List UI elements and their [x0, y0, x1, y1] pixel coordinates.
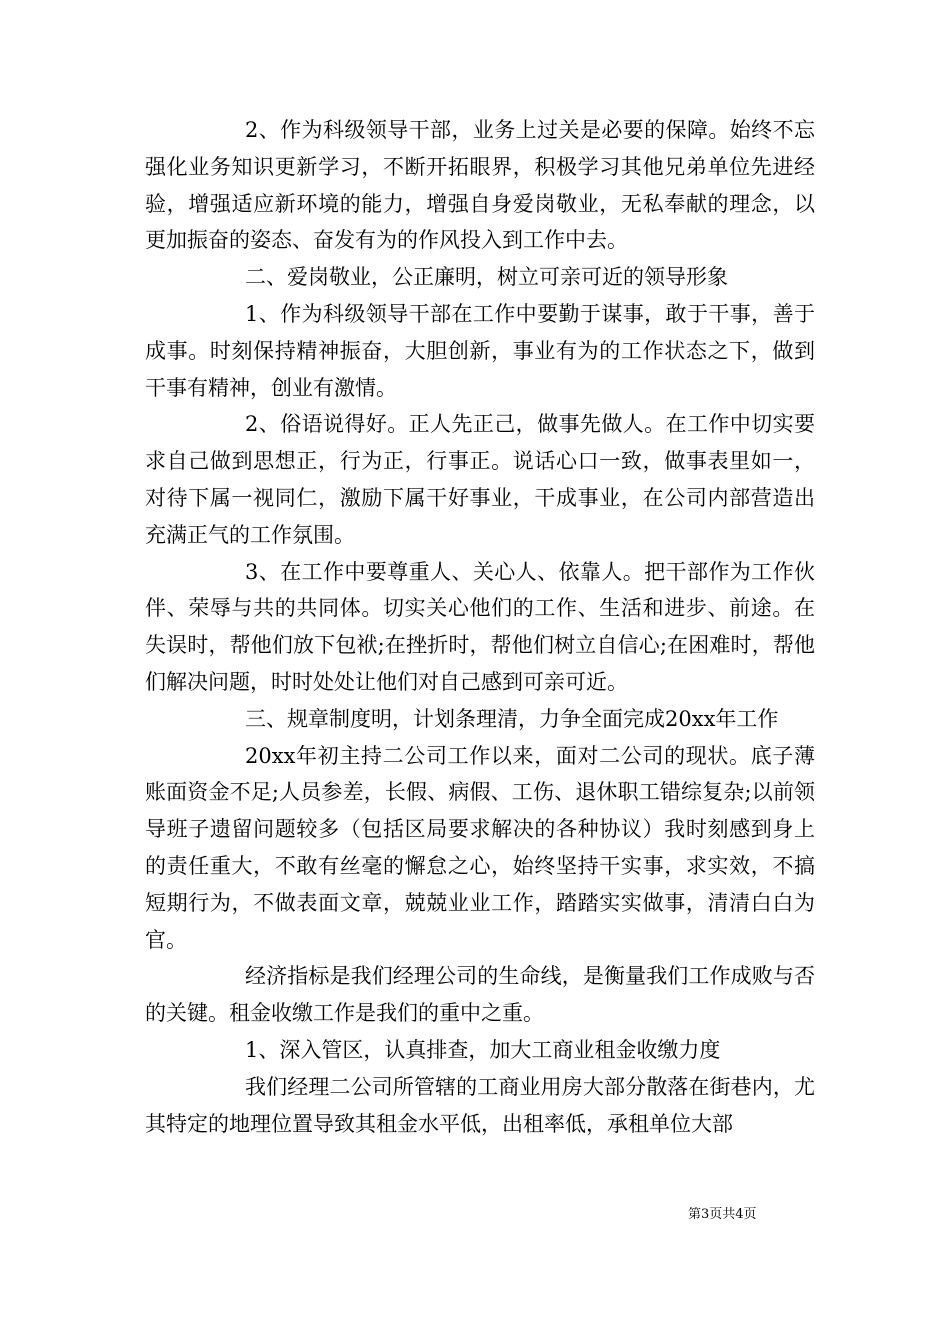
paragraph-3: 2、俗语说得好。正人先正己，做事先做人。在工作中切实要求自己做到思想正，行为正，行事正。说话心口一致，做事表里如一，对待下属一视同仁，激励下属干好事业，干成事业，在公司内部营造出充满正气的工作氛围。	[145, 412, 815, 547]
paragraph-2: 1、作为科级领导干部在工作中要勤于谋事，敢于干事，善于成事。时刻保持精神振奋，大胆创新，事业有为的工作状态之下，做到干事有精神，创业有激情。	[145, 301, 815, 400]
paragraph-7: 我们经理二公司所管辖的工商业用房大部分散落在街巷内，尤其特定的地理位置导致其租金水平低，出租率低，承租单位大部	[145, 1074, 815, 1136]
paragraph-5: 20xx年初主持二公司工作以来，面对二公司的现状。底子薄账面资金不足;人员参差，长假、病假、工伤、退休职工错综复杂;以前领导班子遗留问题较多（包括区局要求解决的各种协议）我时刻感到身上的责任重大，不敢有丝毫的懈怠之心，始终坚持干实事，求实效，不搞短期行为，不做表面文章，兢兢业业工作，踏踏实实做事，清清白白为官。	[145, 743, 815, 952]
section-heading-2: 二、爱岗敬业，公正廉明，树立可亲可近的领导形象	[245, 265, 728, 290]
paragraph-4: 3、在工作中要尊重人、关心人、依靠人。把干部作为工作伙伴、荣辱与共的共同体。切实关心他们的工作、生活和进步、前途。在失误时，帮他们放下包袱;在挫折时，帮他们树立自信心;在困难时，帮他们解决问题，时时处处让他们对自己感到可亲可近。	[145, 559, 815, 694]
page-number: 第3页共4页	[688, 1207, 757, 1222]
document-body	[145, 112, 815, 1142]
paragraph-6: 经济指标是我们经理公司的生命线，是衡量我们工作成败与否的关键。租金收缴工作是我们的重中之重。	[145, 964, 815, 1026]
paragraph-1: 2、作为科级领导干部，业务上过关是必要的保障。始终不忘强化业务知识更新学习，不断开拓眼界，积极学习其他兄弟单位先进经验，增强适应新环境的能力，增强自身爱岗敬业，无私奉献的理念，以更加振奋的姿态、奋发有为的作风投入到工作中去。	[145, 118, 815, 253]
section-heading-3: 三、规章制度明，计划条理清，力争全面完成20xx年工作	[245, 706, 779, 731]
subheading-1: 1、深入管区，认真排查，加大工商业租金收缴力度	[245, 1037, 721, 1062]
